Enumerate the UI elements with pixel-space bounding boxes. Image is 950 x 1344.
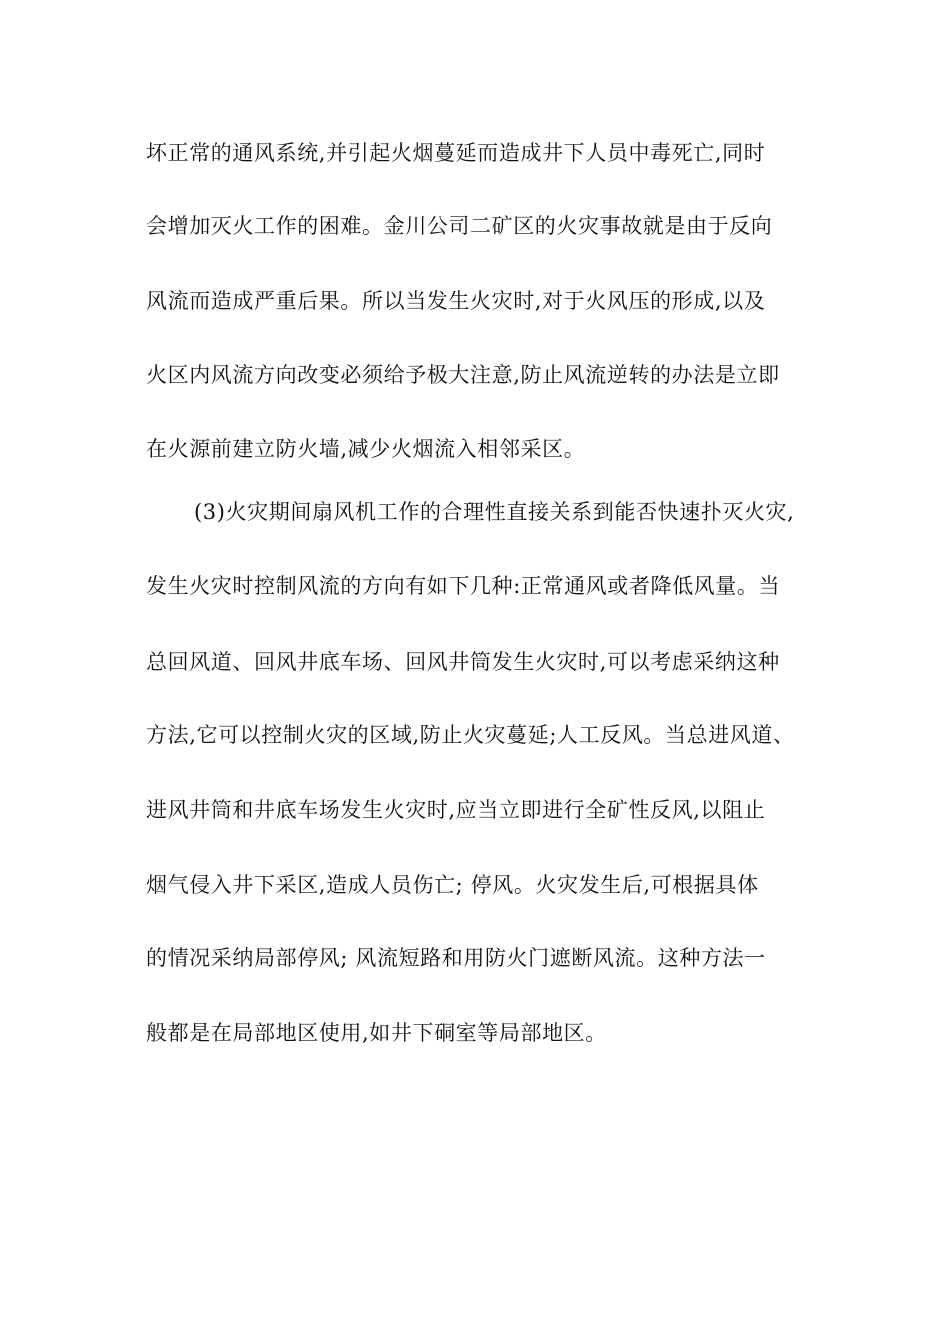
paragraph-line: 总回风道、回风井底车场、回风井筒发生火灾时,可以考虑采纳这种 xyxy=(146,650,780,674)
paragraph-line: 进风井筒和井底车场发生火灾时,应当立即进行全矿性反风,以阻止 xyxy=(146,798,766,822)
paragraph-line: 烟气侵入井下采区,造成人员伤亡; 停风。火灾发生后,可根据具体 xyxy=(146,873,759,897)
paragraph-line-indented: (3)火灾期间扇风机工作的合理性直接关系到能否快速扑灭火灾, xyxy=(194,500,795,524)
paragraph-line: 般都是在局部地区使用,如井下硐室等局部地区。 xyxy=(146,1021,607,1045)
paragraph-line: 发生火灾时控制风流的方向有如下几种:正常通风或者降低风量。当 xyxy=(146,574,781,598)
paragraph-line: 火区内风流方向改变必须给予极大注意,防止风流逆转的办法是立即 xyxy=(146,363,780,387)
paragraph-line: 坏正常的通风系统,并引起火烟蔓延而造成井下人员中毒死亡,同时 xyxy=(146,141,766,165)
paragraph-line: 会增加灭火工作的困难。金川公司二矿区的火灾事故就是由于反向 xyxy=(146,214,773,238)
paragraph-line: 在火源前建立防火墙,减少火烟流入相邻采区。 xyxy=(146,437,586,461)
paragraph-line: 方法,它可以控制火灾的区域,防止火灾蔓延;人工反风。当总进风道、 xyxy=(146,723,795,747)
paragraph-line: 的情况采纳局部停风; 风流短路和用防火门遮断风流。这种方法一 xyxy=(146,946,766,970)
paragraph-line: 风流而造成严重后果。所以当发生火灾时,对于火风压的形成,以及 xyxy=(146,289,766,313)
